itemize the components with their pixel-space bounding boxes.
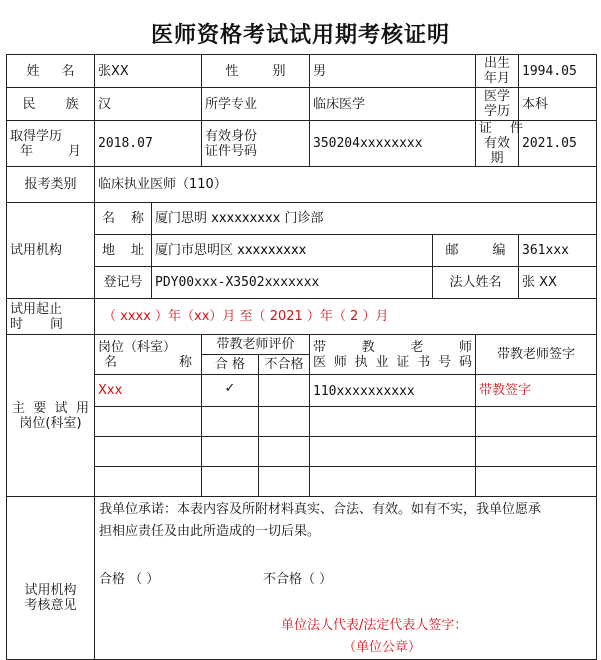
major-label: 所学专业: [202, 88, 310, 121]
cert-validity-value: 2021.05: [519, 121, 597, 167]
institution-name-label: 名 称: [95, 203, 152, 235]
post-row-sign: 带教签字: [476, 375, 597, 407]
post-row-cert: [310, 407, 476, 437]
page-title: 医师资格考试试用期考核证明: [150, 22, 450, 48]
fail-option[interactable]: 不合格（ ）: [263, 572, 333, 587]
trial-period-label: 试用起止 时 间: [7, 299, 95, 335]
certificate-form-table: [6, 54, 597, 660]
institution-name-value: 厦门思明 xxxxxxxxx 门诊部: [152, 203, 597, 235]
fail-header: 不合格: [259, 355, 310, 375]
teacher-cert-header: 带 教 老 师 医师执业证书号码: [310, 335, 476, 375]
gender-label: 性 别: [202, 55, 310, 88]
registration-value: PDY00xxx-X3502xxxxxxx: [152, 267, 433, 299]
post-name-header: 岗位（科室） 名 称: [95, 335, 202, 375]
trial-period-value: （ xxxx ）年（xx）月 至（ 2021 ）年（ 2 ）月: [95, 299, 597, 335]
major-value: 临床医学: [310, 88, 476, 121]
opinion-label: 试用机构 考核意见: [7, 497, 95, 660]
institution-address-label: 地 址: [95, 235, 152, 267]
id-number-value: 350204xxxxxxxx: [310, 121, 476, 167]
cert-validity-label: 证 件 有效期: [476, 121, 519, 167]
post-row-pass: [202, 467, 259, 497]
legal-person-value: 张 XX: [519, 267, 597, 299]
opinion-content: [95, 497, 597, 660]
pass-header: 合 格: [202, 355, 259, 375]
name-label: 姓 名: [7, 55, 95, 88]
promise-line-2: 担相应责任及由此所造成的一切后果。: [99, 524, 321, 539]
post-row-sign: [476, 467, 597, 497]
ethnicity-value: 汉: [95, 88, 202, 121]
post-row-sign: [476, 437, 597, 467]
post-row-cert: [310, 437, 476, 467]
post-row-name: [95, 437, 202, 467]
main-posts-label: 主要试用 岗位(科室): [7, 335, 95, 497]
legal-person-label: 法人姓名: [433, 267, 519, 299]
post-row-fail: [259, 407, 310, 437]
pass-option[interactable]: 合格 （ ）: [99, 572, 160, 587]
teacher-eval-header: 带教老师评价: [202, 335, 310, 355]
post-row-pass: [202, 407, 259, 437]
gender-value: 男: [310, 55, 476, 88]
post-row-name: [95, 407, 202, 437]
post-row-sign: [476, 407, 597, 437]
post-row-fail: [259, 375, 310, 407]
post-row-fail: [259, 467, 310, 497]
promise-line-1: 我单位承诺：本表内容及所附材料真实、合法、有效。如有不实，我单位愿承: [99, 502, 542, 517]
postcode-label: 邮 编: [433, 235, 519, 267]
exam-category-label: 报考类别: [7, 167, 95, 203]
post-row-cert: [310, 467, 476, 497]
degree-date-label: 取得学历 年 月: [7, 121, 95, 167]
teacher-sign-header: 带教老师签字: [476, 335, 597, 375]
institution-label: 试用机构: [7, 203, 95, 299]
exam-category-value: 临床执业医师（110）: [95, 167, 597, 203]
registration-label: 登记号: [95, 267, 152, 299]
post-row-pass: ✓: [202, 375, 259, 407]
ethnicity-label: 民 族: [7, 88, 95, 121]
degree-date-value: 2018.07: [95, 121, 202, 167]
post-row-pass: [202, 437, 259, 467]
education-value: 本科: [519, 88, 597, 121]
unit-seal: （单位公章）: [343, 640, 422, 655]
post-row-fail: [259, 437, 310, 467]
post-row-cert: 110xxxxxxxxxx: [310, 375, 476, 407]
id-number-label: 有效身份 证件号码: [202, 121, 310, 167]
post-row-name: [95, 467, 202, 497]
institution-address-value: 厦门市思明区 xxxxxxxxx: [152, 235, 433, 267]
post-row-name: Xxx: [95, 375, 202, 407]
legal-rep-signature: 单位法人代表/法定代表人签字：: [281, 618, 468, 633]
postcode-value: 361xxx: [519, 235, 597, 267]
education-label: 医学学历: [476, 88, 519, 121]
birth-label: 出生年月: [476, 55, 519, 88]
name-value: 张XX: [95, 55, 202, 88]
birth-value: 1994.05: [519, 55, 597, 88]
